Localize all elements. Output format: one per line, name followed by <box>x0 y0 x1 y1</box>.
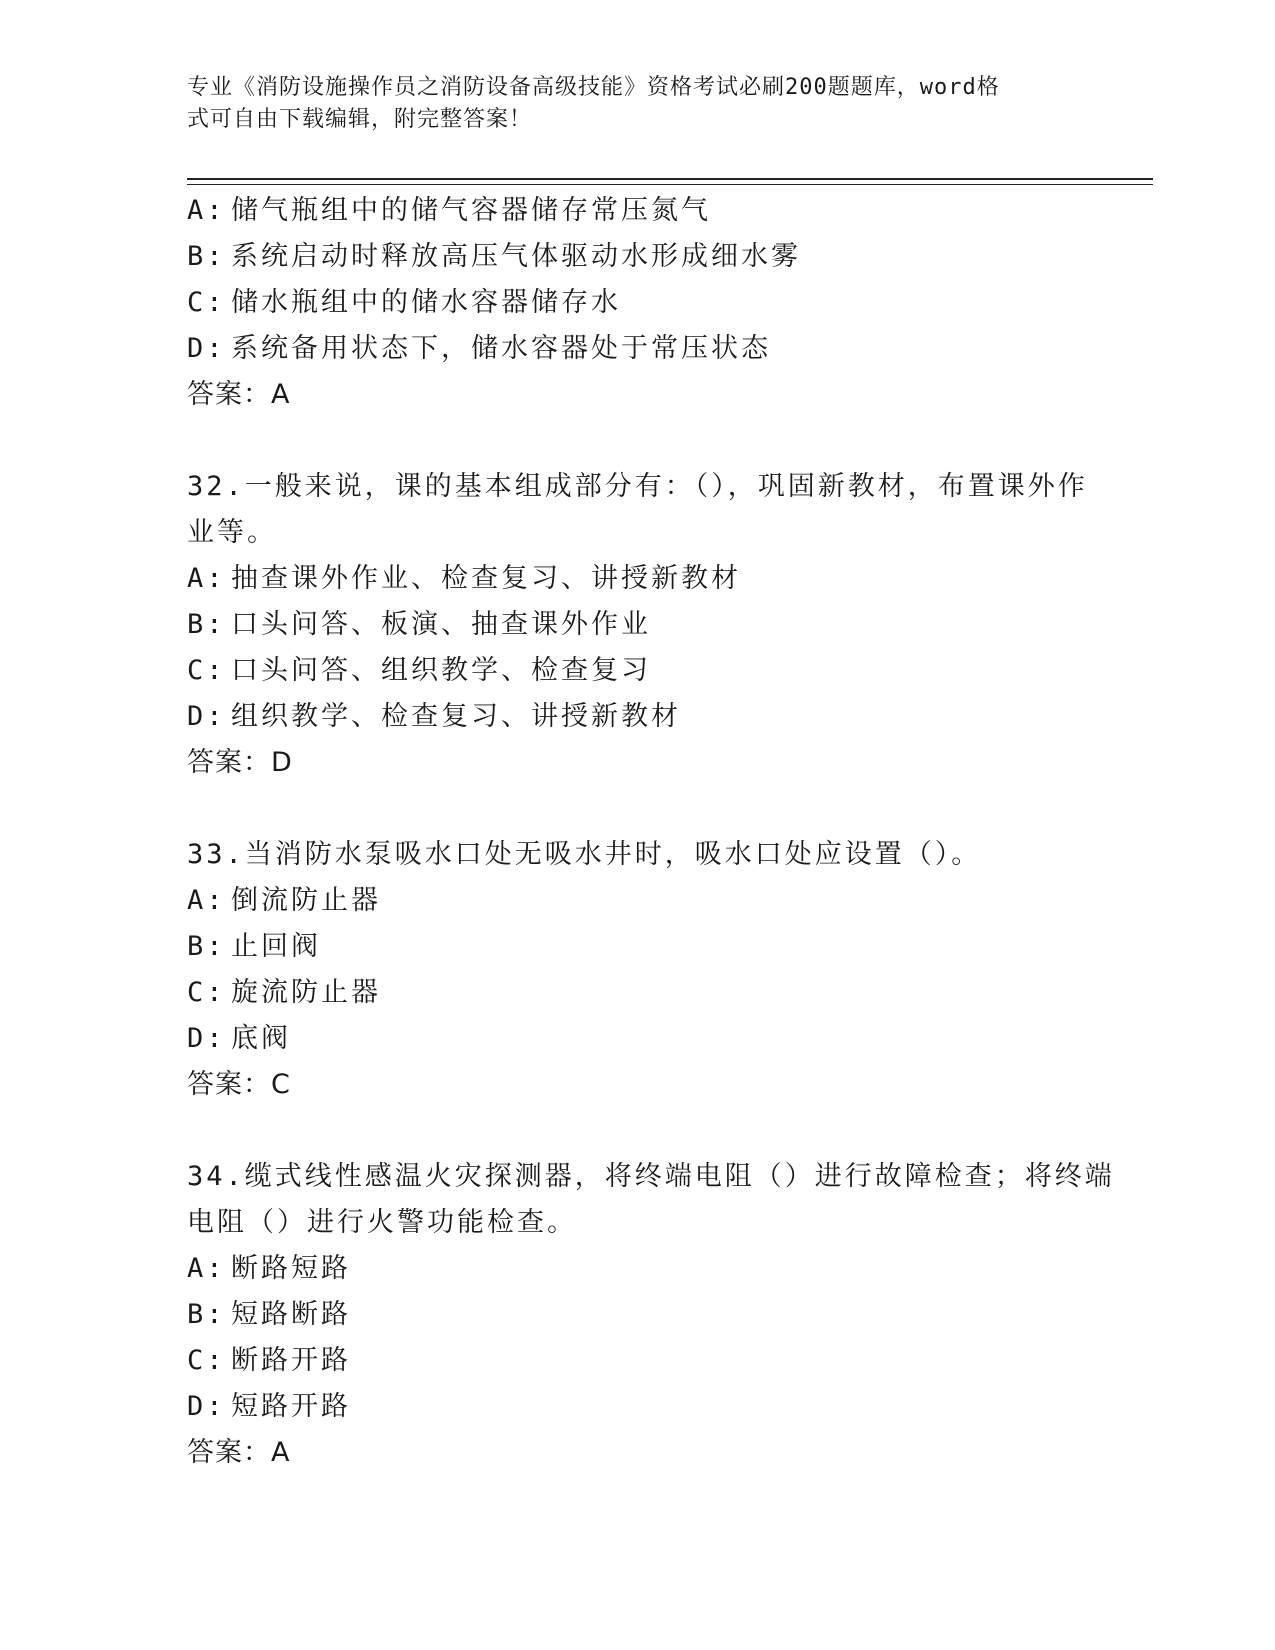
question-34 <box>187 1154 1115 1476</box>
question-32-stem-line-2: 业等。 <box>187 517 277 548</box>
option-b: B: 止回阀 <box>187 931 321 962</box>
header-line-2: 式可自由下载编辑，附完整答案！ <box>187 107 533 132</box>
question-33 <box>187 832 1087 1108</box>
option-c: C: 储水瓶组中的储水容器储存水 <box>187 287 621 318</box>
option-d: D: 组织教学、检查复习、讲授新教材 <box>187 701 681 732</box>
answer-32: 答案：D <box>187 747 293 778</box>
option-c: C: 断路开路 <box>187 1345 351 1376</box>
option-a: A: 倒流防止器 <box>187 885 381 916</box>
question-32 <box>187 464 1087 786</box>
option-a: A: 储气瓶组中的储气容器储存常压氮气 <box>187 195 711 226</box>
option-d: D: 底阀 <box>187 1023 291 1054</box>
answer-31: 答案：A <box>187 379 291 410</box>
document-header <box>187 72 1067 136</box>
question-34-stem-line-2: 电阻（）进行火警功能检查。 <box>187 1207 577 1238</box>
option-d: D: 系统备用状态下，储水容器处于常压状态 <box>187 333 771 364</box>
option-a: A: 断路短路 <box>187 1253 351 1284</box>
option-c: C: 口头问答、组织教学、检查复习 <box>187 655 651 686</box>
question-32-stem-line-1: 32.一般来说，课的基本组成部分有：（），巩固新教材，布置课外作 <box>187 471 1088 502</box>
option-b: B: 口头问答、板演、抽查课外作业 <box>187 609 651 640</box>
option-b: B: 系统启动时释放高压气体驱动水形成细水雾 <box>187 241 801 272</box>
header-divider-thin <box>187 184 1153 185</box>
option-c: C: 旋流防止器 <box>187 977 381 1008</box>
question-34-stem-line-1: 34.缆式线性感温火灾探测器，将终端电阻（）进行故障检查；将终端 <box>187 1161 1115 1192</box>
option-b: B: 短路断路 <box>187 1299 351 1330</box>
answer-34: 答案：A <box>187 1437 291 1468</box>
option-a: A: 抽查课外作业、检查复习、讲授新教材 <box>187 563 741 594</box>
question-33-stem: 33.当消防水泵吸水口处无吸水井时，吸水口处应设置（）。 <box>187 839 982 870</box>
option-d: D: 短路开路 <box>187 1391 351 1422</box>
header-line-1: 专业《消防设施操作员之消防设备高级技能》资格考试必刷200题题库，word格 <box>187 75 1000 100</box>
header-divider-thick <box>187 178 1153 180</box>
question-31-options <box>187 188 1087 418</box>
question-list <box>187 188 1115 1476</box>
answer-33: 答案：C <box>187 1069 291 1100</box>
